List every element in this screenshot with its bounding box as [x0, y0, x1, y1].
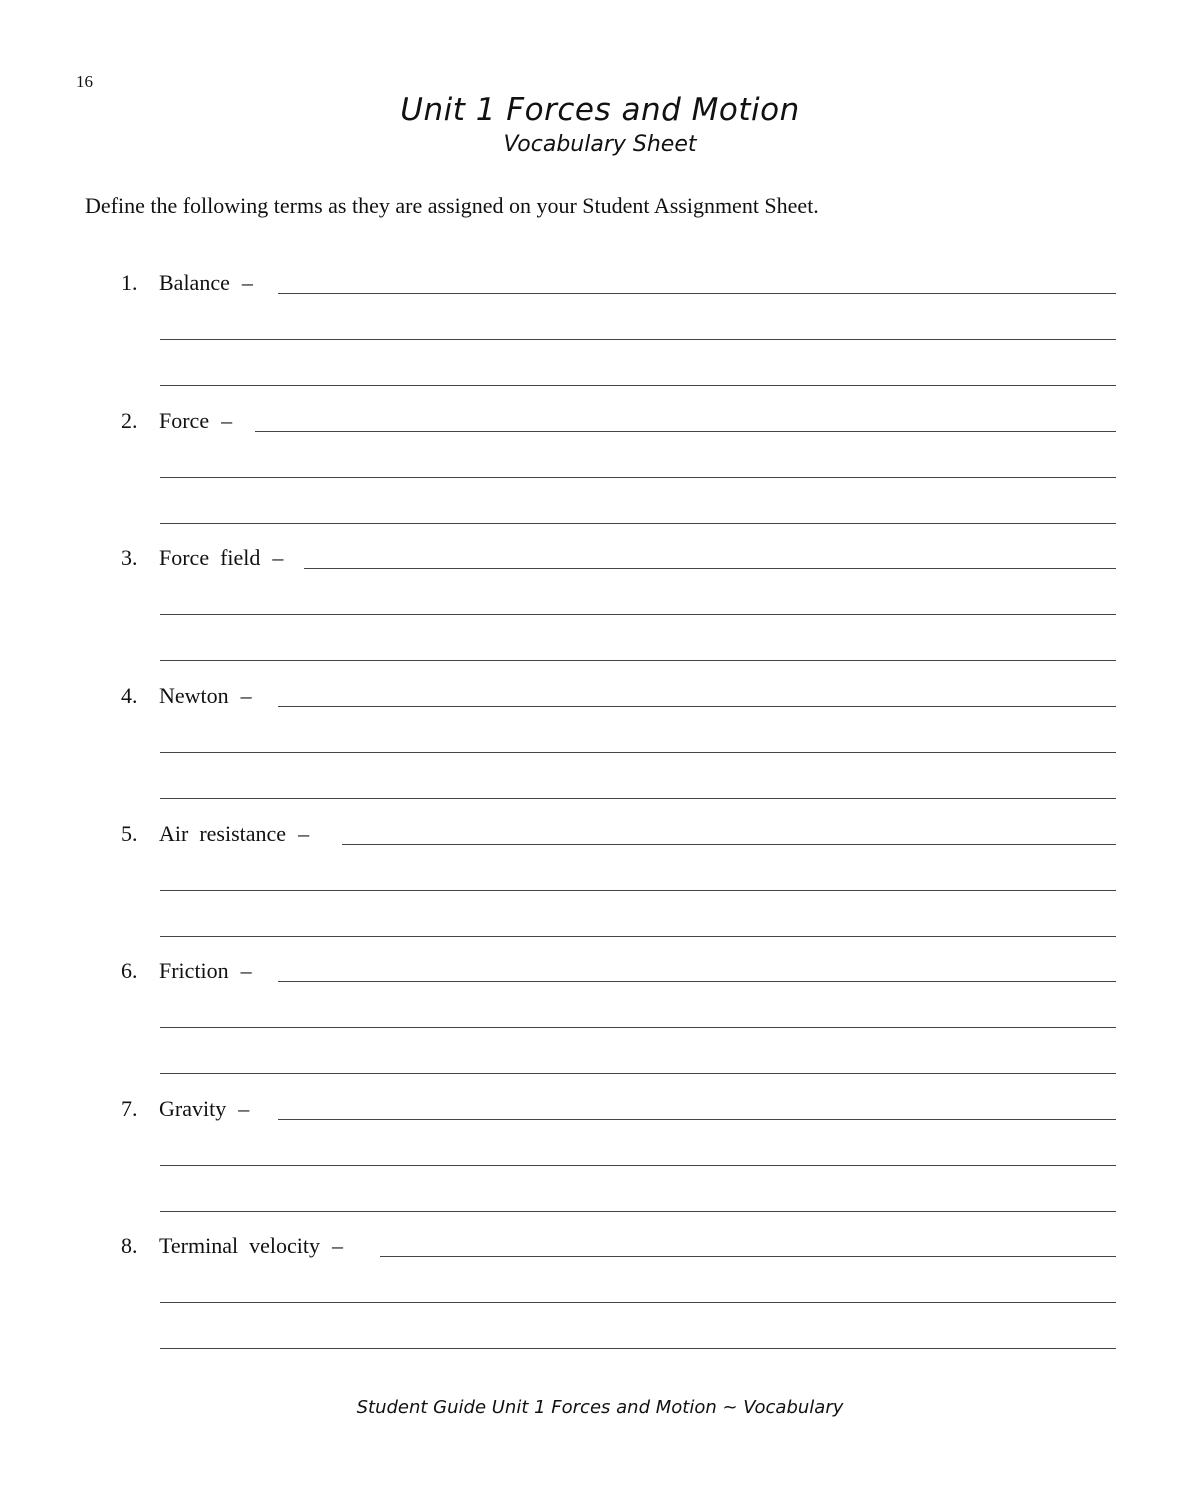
answer-line[interactable]: [342, 844, 1116, 845]
item-dash: –: [238, 1096, 250, 1121]
page-title: Unit 1 Forces and Motion: [400, 92, 800, 128]
item-dash: –: [240, 958, 252, 983]
answer-line[interactable]: [255, 431, 1116, 432]
instructions: Define the following terms as they are assigned on your Student Assignment Sheet.: [85, 193, 819, 218]
item-number: 3.: [121, 545, 138, 570]
item-dash: –: [240, 683, 252, 708]
answer-line[interactable]: [160, 614, 1116, 615]
answer-line[interactable]: [160, 1348, 1116, 1349]
vocab-item-1: [121, 266, 253, 296]
answer-line[interactable]: [304, 568, 1116, 569]
item-dash: –: [272, 545, 284, 570]
answer-line[interactable]: [160, 523, 1116, 524]
answer-line[interactable]: [380, 1256, 1116, 1257]
answer-line[interactable]: [160, 1211, 1116, 1212]
item-number: 1.: [121, 270, 138, 295]
answer-line[interactable]: [278, 706, 1116, 707]
item-term: Newton: [159, 683, 229, 708]
vocab-item-6: [121, 954, 252, 984]
answer-line[interactable]: [278, 981, 1116, 982]
vocab-item-5: [121, 817, 309, 847]
item-number: 6.: [121, 958, 138, 983]
item-term: Friction: [159, 958, 229, 983]
item-term: Force: [159, 408, 210, 433]
item-number: 8.: [121, 1233, 138, 1258]
item-dash: –: [331, 1233, 343, 1258]
answer-line[interactable]: [160, 1073, 1116, 1074]
item-number: 5.: [121, 821, 138, 846]
vocab-item-8: [121, 1229, 343, 1259]
vocab-item-4: [121, 679, 252, 709]
vocab-item-7: [121, 1092, 249, 1122]
item-dash: –: [298, 821, 310, 846]
item-term: Terminal velocity: [159, 1233, 320, 1258]
answer-line[interactable]: [160, 752, 1116, 753]
item-term: Balance: [159, 270, 230, 295]
answer-line[interactable]: [278, 293, 1116, 294]
answer-line[interactable]: [160, 890, 1116, 891]
vocab-item-2: [121, 404, 232, 434]
answer-line[interactable]: [160, 385, 1116, 386]
answer-line[interactable]: [278, 1119, 1116, 1120]
answer-line[interactable]: [160, 1027, 1116, 1028]
item-term: Force field: [159, 545, 261, 570]
item-dash: –: [221, 408, 233, 433]
page-subtitle: Vocabulary Sheet: [503, 132, 697, 157]
item-dash: –: [241, 270, 253, 295]
answer-line[interactable]: [160, 798, 1116, 799]
answer-line[interactable]: [160, 1302, 1116, 1303]
answer-line[interactable]: [160, 477, 1116, 478]
item-number: 4.: [121, 683, 138, 708]
answer-line[interactable]: [160, 660, 1116, 661]
answer-line[interactable]: [160, 1165, 1116, 1166]
item-number: 7.: [121, 1096, 138, 1121]
page-number: 16: [76, 72, 93, 91]
answer-line[interactable]: [160, 936, 1116, 937]
item-term: Air resistance: [159, 821, 287, 846]
item-term: Gravity: [159, 1096, 227, 1121]
vocab-item-3: [121, 541, 283, 571]
answer-line[interactable]: [160, 339, 1116, 340]
page-footer: Student Guide Unit 1 Forces and Motion ~ Vocabulary: [356, 1397, 844, 1418]
item-number: 2.: [121, 408, 138, 433]
